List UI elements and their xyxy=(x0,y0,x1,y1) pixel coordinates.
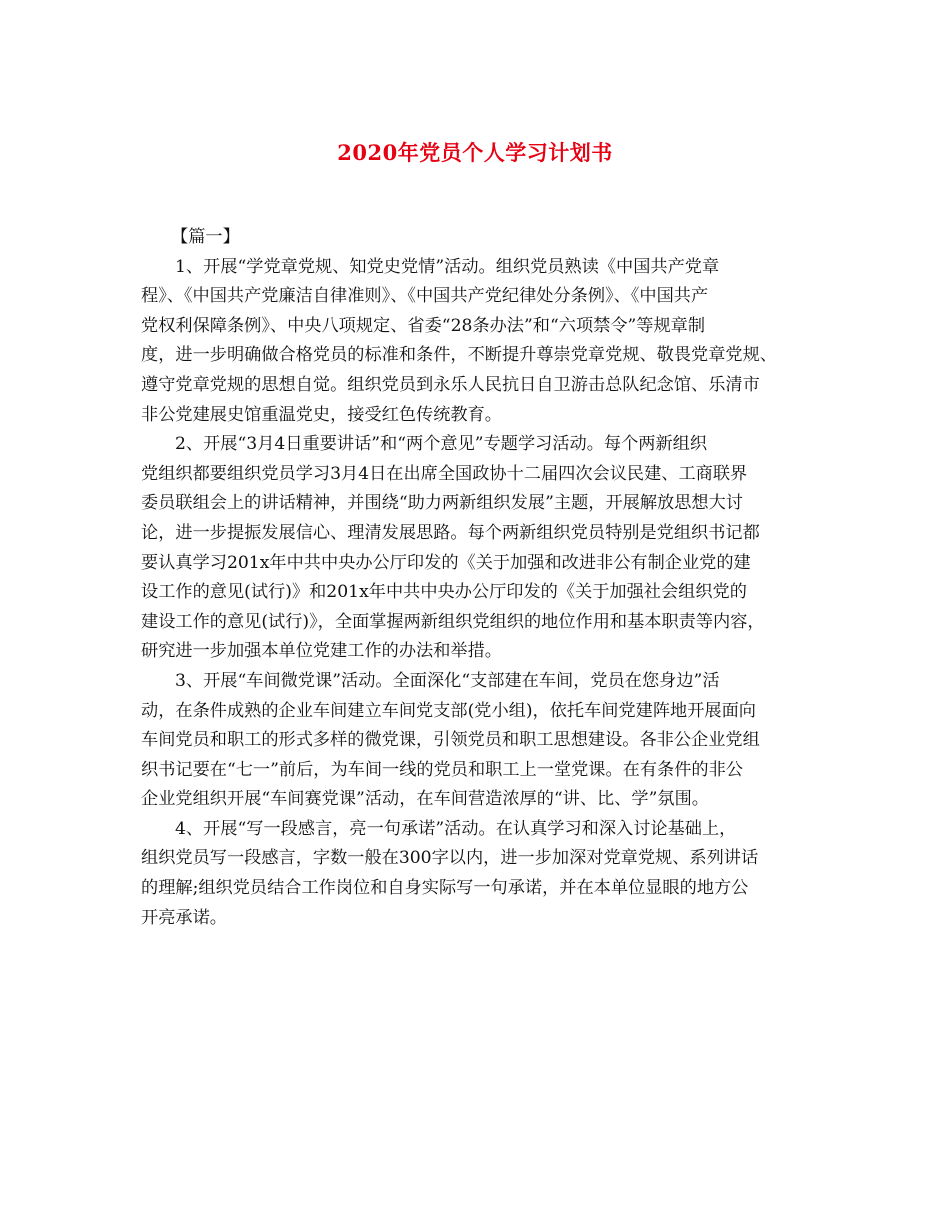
paragraph-3 xyxy=(141,667,831,815)
paragraph-line: 度，进一步明确做合格党员的标准和条件，不断提升尊崇党章党规、敬畏党章党规、 xyxy=(141,345,777,366)
paragraph-2 xyxy=(141,430,831,667)
paragraph-line: 党组织都要组织党员学习3月4日在出席全国政协十二届四次会议民建、工商联界 xyxy=(141,463,748,484)
paragraph-1 xyxy=(141,253,831,431)
section-label: 【篇一】 xyxy=(171,227,240,247)
paragraph-line: 论，进一步提振发展信心、理清发展思路。每个两新组织党员特别是党组织书记都 xyxy=(141,522,760,543)
paragraph-line: 组织党员写一段感言，字数一般在300字以内，进一步加深对党章党规、系列讲话 xyxy=(141,848,759,869)
document-title: 2020年党员个人学习计划书 xyxy=(337,140,613,165)
paragraph-line: 设工作的意见(试行)》和201x年中共中央办公厅印发的《关于加强社会组织党的 xyxy=(141,582,747,603)
paragraph-line: 企业党组织开展“车间赛党课”活动，在车间营造浓厚的“讲、比、学”氛围。 xyxy=(141,789,709,810)
paragraph-line: 非公党建展史馆重温党史，接受红色传统教育。 xyxy=(141,404,502,425)
paragraph-line: 开亮承诺。 xyxy=(141,907,227,928)
paragraph-line: 研究进一步加强本单位党建工作的办法和举措。 xyxy=(141,641,502,662)
document-body xyxy=(141,223,831,933)
paragraph-line: 建设工作的意见(试行)》，全面掌握两新组织党组织的地位作用和基本职责等内容， xyxy=(141,611,765,632)
paragraph-line: 遵守党章党规的思想自觉。组织党员到永乐人民抗日自卫游击总队纪念馆、乐清市 xyxy=(141,374,760,395)
paragraph-line: 1、开展“学党章党规、知党史党情”活动。组织党员熟读《中国共产党章 xyxy=(175,256,720,277)
paragraph-line: 党权利保障条例》、中央八项规定、省委“28条办法”和“六项禁令”等规章制 xyxy=(141,315,706,336)
paragraph-4 xyxy=(141,815,831,933)
paragraph-line: 3、开展“车间微党课”活动。全面深化“支部建在车间，党员在您身边”活 xyxy=(175,670,720,691)
paragraph-line: 4、开展“写一段感言，亮一句承诺”活动。在认真学习和深入讨论基础上， xyxy=(175,818,737,839)
paragraph-line: 的理解;组织党员结合工作岗位和自身实际写一句承诺，并在本单位显眼的地方公 xyxy=(141,878,749,899)
paragraph-line: 2、开展“3月4日重要讲话”和“两个意见”专题学习活动。每个两新组织 xyxy=(175,434,708,455)
paragraph-line: 要认真学习201x年中共中央办公厅印发的《关于加强和改进非公有制企业党的建 xyxy=(141,552,751,573)
paragraph-line: 程》、《中国共产党廉洁自律准则》、《中国共产党纪律处分条例》、《中国共产 xyxy=(141,286,709,307)
paragraph-line: 动，在条件成熟的企业车间建立车间党支部(党小组)，依托车间党建阵地开展面向 xyxy=(141,700,756,721)
paragraph-line: 委员联组会上的讲话精神，并围绕“助力两新组织发展”主题，开展解放思想大讨 xyxy=(141,493,743,514)
paragraph-line: 车间党员和职工的形式多样的微党课，引领党员和职工思想建设。各非公企业党组 xyxy=(141,730,760,751)
paragraph-line: 织书记要在“七一”前后，为车间一线的党员和职工上一堂党课。在有条件的非公 xyxy=(141,759,743,780)
